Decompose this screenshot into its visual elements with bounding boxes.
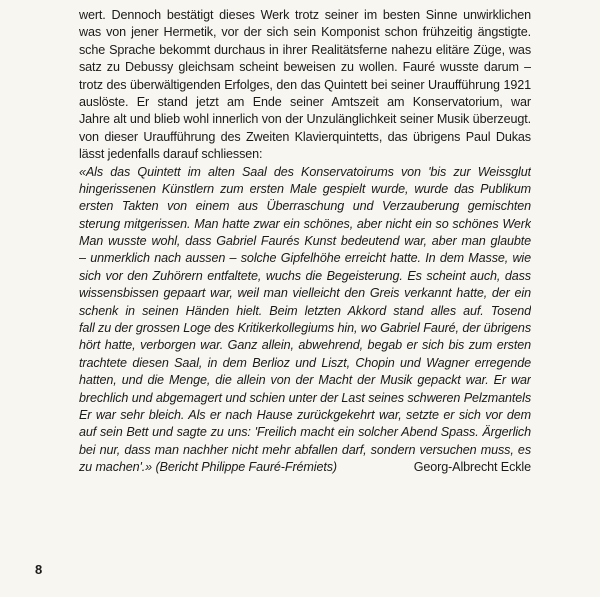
text-line: satz zu Debussy gleichsam scheint beweisen zu wollen. Fauré wusste darum – [79,60,531,75]
text-line: was von jener Hermetik, vor der sich sein Komponist schon frühzeitig ängstigte. [79,25,531,40]
text-line: trotz des überwältigenden Erfolges, den das Quintett bei seiner Uraufführung 1921 [79,77,531,92]
quote-line: schenk in seinen Händen hielt. Beim letzten Akkord stand alles auf. Tosend [79,303,531,318]
quote-line: sich vor den Zuhörern entfaltete, wuchs die Begeisterung. Es scheint auch, dass [79,268,531,283]
author-name: Georg-Albrecht Eckle [413,460,531,475]
text-line: von dieser Uraufführung des Zweiten Klavierquintetts, das übrigens Paul Dukas [79,129,531,144]
quote-line: trachtete diesen Saal, in dem Berlioz und Liszt, Chopin und Wagner erregende [79,355,531,370]
quote-line: brechlich und abgemagert und schien unter der Last seines schweren Pelzmantels [79,390,531,405]
quote-last-line: zu machen'.» [79,460,153,475]
quote-line: Er war sehr bleich. Als er nach Hause zurückgekehrt war, setzte er sich vor dem [79,407,531,422]
quote-line: – unmerklich nach aussen – solche Gipfelhöhe erreicht hatte. In dem Masse, wie [79,251,531,266]
quote-line: sterung mitgerissen. Man hatte zwar ein schönes, aber nicht ein so schönes Werk [79,216,531,231]
text-line: wert. Dennoch bestätigt dieses Werk trotz seiner im besten Sinne unwirklichen [79,8,531,22]
quote-line: hatten, und die Menge, die allein von der Macht der Musik gepackt war. Er war [79,373,531,388]
text-line: auslöste. Er stand jetzt am Ende seiner Amtszeit am Konservatorium, war [79,94,531,109]
quote-line: auf sein Bett und sagte zu uns: 'Freilich macht ein solcher Abend Spass. Ärgerlich [79,425,531,440]
quote-source [79,459,337,476]
quote-line: hingerissenen Künstlern zum ersten Male gespielt wurde, wurde das Publikum [79,181,531,196]
quote-line: ersten Takten von einem aus Überraschung und Verzauberung gemischten [79,199,531,214]
source-citation: (Bericht Philippe Fauré-Frémiets) [155,460,337,475]
quote-line: fall zu der grossen Loge des Kritikerkollegiums hin, wo Gabriel Fauré, der übrigens [79,321,531,336]
quote-line: wissensbissen gepaart war, weil man vielleicht den Greis verkannt hatte, der ein [79,286,531,301]
quote-line: «Als das Quintett im alten Saal des Konservatoirums von 'bis zur Weissglut [79,164,531,179]
quote-line: bei nur, dass man nachher nicht mehr abfallen darf, sondern versuchen muss, es [79,442,531,457]
text-line: sche Sprache bekommt durchaus in ihrer Realitätsferne nahezu elitäre Züge, was [79,42,531,57]
text-line: Jahre alt und blieb wohl innerlich von der Unzulänglichkeit seiner Musik überzeugt. [79,112,531,127]
quote-line: Man wusste wohl, dass Gabriel Faurés Kunst bedeutend war, aber man glaubte [79,234,531,249]
page-number: 8 [35,562,43,577]
body-text [79,7,531,477]
text-line: lässt jedenfalls darauf schliessen: [79,147,263,162]
quote-line: hört hatte, verborgen war. Ganz allein, abwehrend, begab er sich bis zum ersten [79,338,531,353]
closing-row [79,459,531,476]
